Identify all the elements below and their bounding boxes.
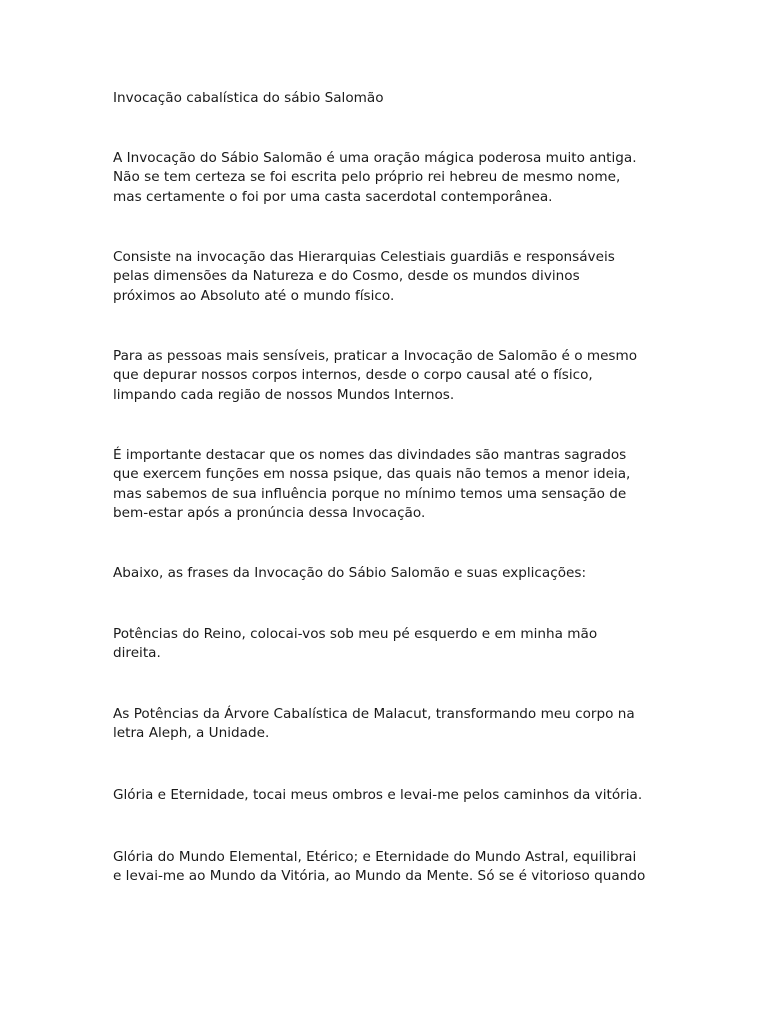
paragraph-3: Para as pessoas mais sensíveis, praticar a Invocação de Salomão é o mesmo que depurar nossos corpos internos, desde o corpo causal até o físico, limpando cada região de nossos Mundos Internos.: [113, 348, 638, 403]
paragraph-4: É importante destacar que os nomes das divindades são mantras sagrados que exercem funções em nossa psique, das quais não temos a menor ideia, mas sabemos de sua influência porque no mínimo temos uma sensação de bem-estar após a pronúncia dessa Invocação.: [113, 447, 631, 521]
paragraph-2: Consiste na invocação das Hierarquias Celestiais guardiãs e responsáveis pelas dimensões da Natureza e do Cosmo, desde os mundos divinos próximos ao Absoluto até o mundo físico.: [113, 249, 615, 304]
paragraph-6: Potências do Reino, colocai-vos sob meu pé esquerdo e em minha mão direita.: [113, 626, 598, 662]
paragraph-1: A Invocação do Sábio Salomão é uma oração mágica poderosa muito antiga. Não se tem certeza se foi escrita pelo próprio rei hebreu de mesmo nome, mas certamente o foi por uma casta sacerdotal contemporânea.: [113, 150, 637, 205]
paragraph-9: Glória do Mundo Elemental, Etérico; e Eternidade do Mundo Astral, equilibrai e levai-me ao Mundo da Vitória, ao Mundo da Mente. Só se é vitorioso quando: [113, 849, 646, 885]
paragraph-8: Glória e Eternidade, tocai meus ombros e levai-me pelos caminhos da vitória.: [113, 787, 643, 803]
paragraph-7: As Potências da Árvore Cabalística de Malacut, transformando meu corpo na letra Aleph, a Unidade.: [113, 706, 635, 742]
paragraph-5: Abaixo, as frases da Invocação do Sábio Salomão e suas explicações:: [113, 565, 587, 581]
document-title: Invocação cabalística do sábio Salomão: [113, 90, 384, 106]
